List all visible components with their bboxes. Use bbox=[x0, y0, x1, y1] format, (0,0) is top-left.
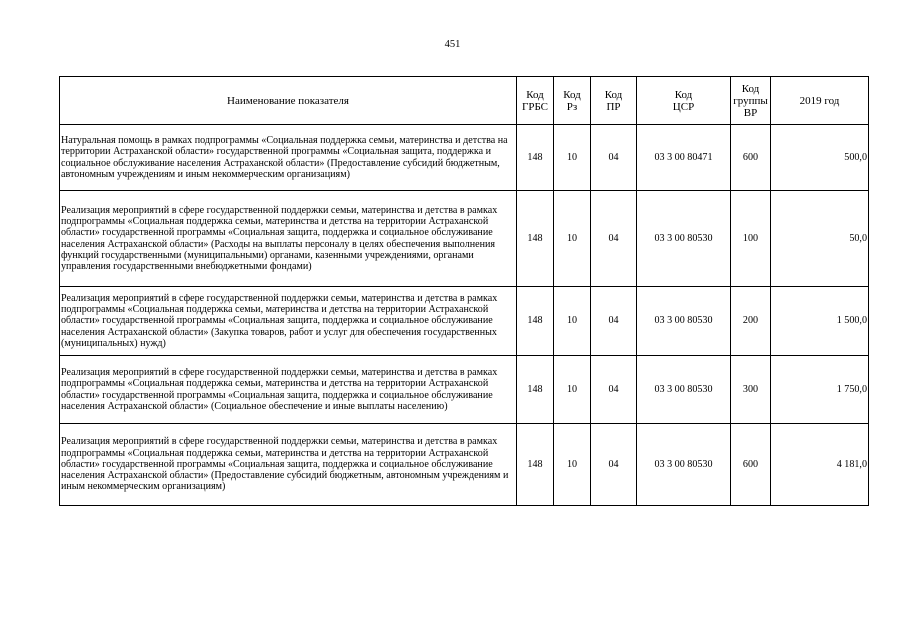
row-name: Реализация мероприятий в сфере государственной поддержки семьи, материнства и детства в рамках подпрограммы «Социальная поддержка семьи, материнства и детства на территории Астраханской области» государственной программы «Социальная защита, поддержка и социальное обслуживание населения Астраханской области» (Расходы на выплаты персоналу в целях обеспечения выполнения функций государственными (муниципальными) органами, казенными учреждениями, органами управления государственными внебюджетными фондами) bbox=[60, 191, 517, 287]
header-vr bbox=[731, 77, 771, 125]
row-csr: 03 3 00 80530 bbox=[637, 424, 731, 506]
header-rz-line2: Рз bbox=[566, 100, 578, 113]
row-vr: 300 bbox=[731, 356, 771, 424]
header-csr bbox=[637, 77, 731, 125]
header-name: Наименование показателя bbox=[60, 77, 517, 125]
row-name: Реализация мероприятий в сфере государственной поддержки семьи, материнства и детства в рамках подпрограммы «Социальная поддержка семьи, материнства и детства на территории Астраханской области» государственной программы «Социальная защита, поддержка и социальное обслуживание населения Астраханской области» (Закупка товаров, работ и услуг для обеспечения государственных (муниципальных) нужд) bbox=[60, 287, 517, 356]
row-csr: 03 3 00 80471 bbox=[637, 125, 731, 191]
header-grbs-line2: ГРБС bbox=[521, 100, 549, 113]
row-rz: 10 bbox=[554, 191, 591, 287]
row-rz: 10 bbox=[554, 356, 591, 424]
row-vr: 100 bbox=[731, 191, 771, 287]
table-header-row bbox=[60, 77, 869, 125]
row-amount: 1 500,0 bbox=[771, 287, 869, 356]
header-grbs bbox=[517, 77, 554, 125]
row-grbs: 148 bbox=[517, 356, 554, 424]
row-rz: 10 bbox=[554, 287, 591, 356]
row-pr: 04 bbox=[591, 287, 637, 356]
header-pr-line2: ПР bbox=[606, 100, 621, 113]
row-vr: 200 bbox=[731, 287, 771, 356]
row-csr: 03 3 00 80530 bbox=[637, 287, 731, 356]
header-pr bbox=[591, 77, 637, 125]
row-amount: 4 181,0 bbox=[771, 424, 869, 506]
header-grbs-line1: Код bbox=[526, 88, 544, 101]
row-rz: 10 bbox=[554, 125, 591, 191]
table-row bbox=[60, 424, 869, 506]
header-vr-line3: ВР bbox=[743, 106, 758, 119]
row-vr: 600 bbox=[731, 424, 771, 506]
row-name: Реализация мероприятий в сфере государственной поддержки семьи, материнства и детства в рамках подпрограммы «Социальная поддержка семьи, материнства и детства на территории Астраханской области» государственной программы «Социальная защита, поддержка и социальное обслуживание населения Астраханской области» (Предоставление субсидий бюджетным, автономным учреждениям и иным некоммерческим организациям) bbox=[60, 424, 517, 506]
row-name: Реализация мероприятий в сфере государственной поддержки семьи, материнства и детства в рамках подпрограммы «Социальная поддержка семьи, материнства и детства на территории Астраханской области» государственной программы «Социальная защита, поддержка и социальное обслуживание населения Астраханской области» (Социальное обеспечение и иные выплаты населению) bbox=[60, 356, 517, 424]
row-pr: 04 bbox=[591, 424, 637, 506]
header-rz-line1: Код bbox=[563, 88, 581, 101]
header-pr-line1: Код bbox=[604, 88, 623, 101]
header-csr-line1: Код bbox=[674, 88, 693, 101]
row-pr: 04 bbox=[591, 125, 637, 191]
table-row bbox=[60, 125, 869, 191]
table-row bbox=[60, 356, 869, 424]
header-rz bbox=[554, 77, 591, 125]
table-row bbox=[60, 191, 869, 287]
row-amount: 50,0 bbox=[771, 191, 869, 287]
row-name: Натуральная помощь в рамках подпрограммы «Социальная поддержка семьи, материнства и детства на территории Астраханской области» государственной программы «Социальная защита, поддержка и социальное обслуживание населения Астраханской области» (Предоставление субсидий бюджетным, автономным учреждениям и иным некоммерческим организациям) bbox=[60, 125, 517, 191]
row-pr: 04 bbox=[591, 356, 637, 424]
row-amount: 500,0 bbox=[771, 125, 869, 191]
header-vr-line1: Код bbox=[741, 82, 760, 95]
row-grbs: 148 bbox=[517, 191, 554, 287]
row-grbs: 148 bbox=[517, 424, 554, 506]
row-grbs: 148 bbox=[517, 287, 554, 356]
row-amount: 1 750,0 bbox=[771, 356, 869, 424]
header-csr-line2: ЦСР bbox=[672, 100, 695, 113]
row-grbs: 148 bbox=[517, 125, 554, 191]
row-csr: 03 3 00 80530 bbox=[637, 191, 731, 287]
row-pr: 04 bbox=[591, 191, 637, 287]
row-csr: 03 3 00 80530 bbox=[637, 356, 731, 424]
table-row bbox=[60, 287, 869, 356]
header-year: 2019 год bbox=[771, 77, 869, 125]
header-vr-line2: группы bbox=[733, 94, 768, 107]
row-vr: 600 bbox=[731, 125, 771, 191]
budget-table bbox=[59, 76, 869, 506]
page-number: 451 bbox=[444, 39, 461, 50]
row-rz: 10 bbox=[554, 424, 591, 506]
